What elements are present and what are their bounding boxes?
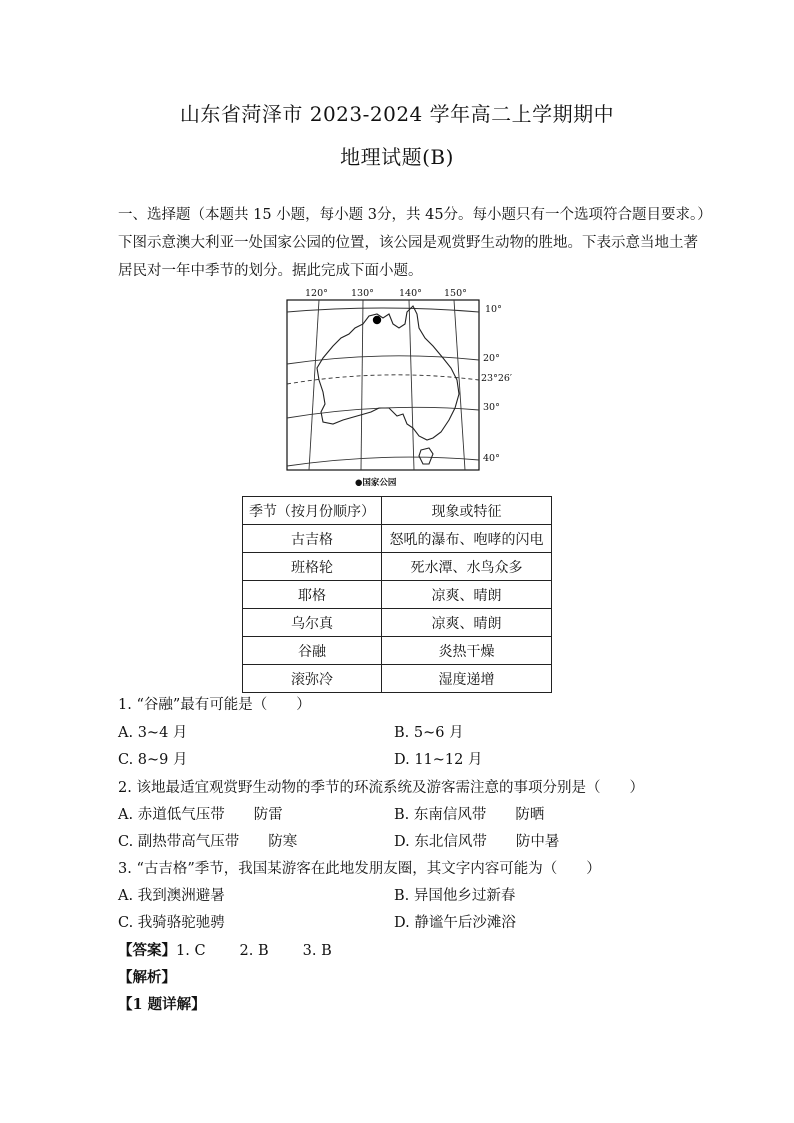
table-cell: 炎热干燥	[382, 637, 552, 665]
meridian-120	[309, 300, 319, 470]
table-row	[243, 609, 552, 637]
australia-map-figure	[283, 284, 523, 490]
table-cell: 怒吼的瀑布、咆哮的闪电	[382, 525, 552, 553]
lat-label-20: 20°	[483, 353, 500, 364]
question-3-stem: 3. “古吉格”季节，我国某游客在此地发朋友圈，其文字内容可能为（ ）	[118, 861, 601, 877]
question-2-option-c: C. 副热带高气压带 防寒	[118, 834, 298, 850]
table-cell: 湿度递增	[382, 665, 552, 693]
table-cell: 古吉格	[243, 525, 382, 553]
question-1-option-d: D. 11~12 月	[394, 752, 483, 768]
question-3-option-d: D. 静谧午后沙滩浴	[394, 915, 516, 931]
table-cell: 乌尔真	[243, 609, 382, 637]
document-subtitle: 地理试题(B)	[340, 145, 454, 169]
question-2-option-d: D. 东北信风带 防中暑	[394, 834, 560, 850]
table-header: 现象或特征	[382, 497, 552, 525]
table-cell: 谷融	[243, 637, 382, 665]
parallel-40	[287, 457, 479, 466]
lat-label-40: 40°	[483, 453, 500, 464]
table-cell: 凉爽、晴朗	[382, 609, 552, 637]
australia-outline	[317, 306, 459, 440]
map-frame	[287, 300, 479, 470]
lon-label-130: 130°	[351, 288, 374, 299]
table-row	[243, 665, 552, 693]
answer-item: 1. C	[176, 943, 206, 959]
question-3-option-b: B. 异国他乡过新春	[394, 888, 516, 904]
parallel-10	[287, 308, 479, 312]
question-1-option-c: C. 8~9 月	[118, 752, 188, 768]
meridian-140	[409, 300, 414, 470]
table-cell: 滚弥冷	[243, 665, 382, 693]
question-3-option-c: C. 我骑骆驼驰骋	[118, 915, 225, 931]
meridian-130	[361, 300, 363, 470]
question-2-stem: 2. 该地最适宜观赏野生动物的季节的环流系统及游客需注意的事项分别是（ ）	[118, 780, 644, 796]
table-cell: 凉爽、晴朗	[382, 581, 552, 609]
lat-label-tropic: 23°26′	[481, 373, 513, 384]
table-cell: 班格轮	[243, 553, 382, 581]
answer-label: 【答案】	[118, 942, 176, 959]
table-cell: 死水潭、水鸟众多	[382, 553, 552, 581]
lon-label-120: 120°	[305, 288, 328, 299]
intro-text-line-2: 居民对一年中季节的划分。据此完成下面小题。	[118, 263, 423, 279]
lon-label-140: 140°	[399, 288, 422, 299]
section-heading: 一、选择题（本题共 15 小题，每小题 3分，共 45分。每小题只有一个选项符合题目要求。）	[118, 207, 712, 223]
answer-line	[118, 939, 332, 960]
table-header: 季节（按月份顺序）	[243, 497, 382, 525]
tasmania-outline	[419, 448, 433, 464]
document-title: 山东省菏泽市 2023-2024 学年高二上学期期中	[179, 102, 615, 126]
season-table	[242, 496, 552, 693]
national-park-marker	[373, 316, 381, 324]
question-2-option-a: A. 赤道低气压带 防雷	[118, 807, 283, 823]
detail-label: 【1 题详解】	[118, 996, 206, 1013]
table-row	[243, 553, 552, 581]
answer-item: 2. B	[239, 943, 269, 959]
lat-label-30: 30°	[483, 402, 500, 413]
lon-label-150: 150°	[444, 288, 467, 299]
intro-text-line-1: 下图示意澳大利亚一处国家公园的位置，该公园是观赏野生动物的胜地。下表示意当地土著	[118, 235, 698, 251]
question-3-option-a: A. 我到澳洲避暑	[118, 888, 225, 904]
table-header-row	[243, 497, 552, 525]
tropic-of-capricorn	[287, 375, 479, 384]
question-1-option-a: A. 3~4 月	[118, 725, 188, 741]
meridian-150	[454, 300, 465, 470]
question-1-option-b: B. 5~6 月	[394, 725, 464, 741]
table-row	[243, 581, 552, 609]
table-row	[243, 637, 552, 665]
map-legend: ●国家公园	[355, 478, 397, 488]
question-1-stem: 1. “谷融”最有可能是（ ）	[118, 697, 311, 713]
table-cell: 耶格	[243, 581, 382, 609]
analysis-label: 【解析】	[118, 969, 176, 986]
question-2-option-b: B. 东南信风带 防晒	[394, 807, 545, 823]
answer-item: 3. B	[302, 943, 332, 959]
lat-label-10: 10°	[485, 304, 502, 315]
table-row	[243, 525, 552, 553]
